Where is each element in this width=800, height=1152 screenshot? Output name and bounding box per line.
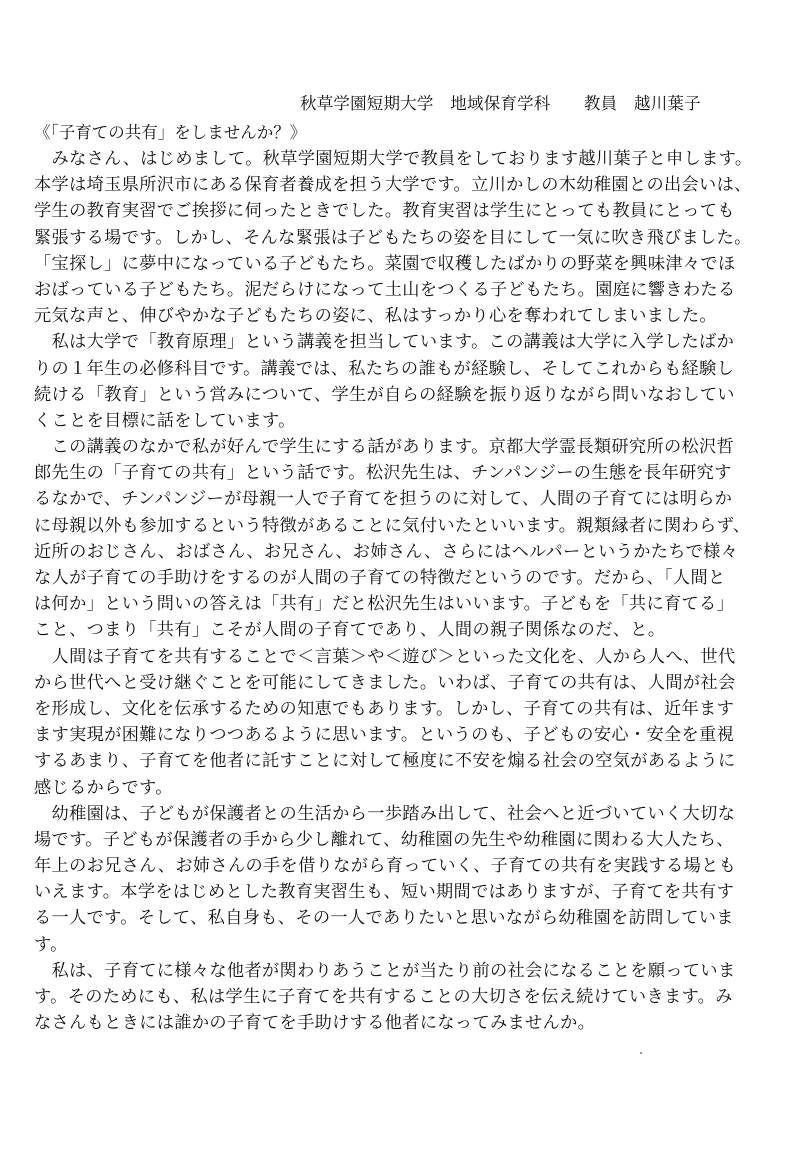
body-line: こと、つまり「共有」こそが人間の子育てであり、人間の親子関係なのだ、と。 [34,620,666,641]
body-line: この講義のなかで私が好んで学生にする話があります。京都大学霊長類研究所の松沢哲 [34,437,735,458]
body-line: を形成し、文化を伝承するための知恵でもあります。しかし、子育ての共有は、近年ます [34,698,735,719]
body-line: りの１年生の必修科目です。講義では、私たちの誰もが経験し、そしてこれからも経験し [34,358,735,379]
body-line: 本学は埼玉県所沢市にある保育者養成を担う大学です。立川かしの木幼稚園との出会いは、 [34,175,752,196]
body-line: 幼稚園は、子どもが保護者との生活から一歩踏み出して、社会へと近づいていく大切な [34,803,736,824]
body-line: 私は、子育てに様々な他者が関わりあうことが当たり前の社会になることを願っていま [34,960,736,981]
body-line: 元気な声と、伸びやかな子どもたちの姿に、私はすっかり心を奪われてしまいました。 [34,306,717,327]
author-line: 秋草学園短期大学 地域保育学科 教員 越川葉子 [300,94,701,113]
body-line: 感じるからです。 [34,777,173,798]
body-line: す。 [34,934,68,955]
article-body [34,146,762,1036]
body-line: 「宝探し」に夢中になっている子どもたち。菜園で収穫したばかりの野菜を興味津々でほ [34,253,736,274]
scan-speck [640,1052,642,1054]
body-line: おばっている子どもたち。泥だらけになって土山をつくる子どもたち。園庭に響きわたる [34,279,736,300]
body-line: に母親以外も参加するという特徴があることに気付いたといいます。親類縁者に関わらず、 [34,515,751,536]
body-line: 学生の教育実習でご挨拶に伺ったときでした。教育実習は学生にとっても教員にとっても [34,201,735,222]
body-line: るなかで、チンパンジーが母親一人で子育てを担うのに対して、人間の子育てには明らか [34,489,733,510]
body-line: みなさん、はじめまして。秋草学園短期大学で教員をしております越川葉子と申します。 [34,149,753,169]
body-line: 年上のお兄さん、お姉さんの手を借りながら育っていく、子育ての共有を実践する場とも [34,856,737,877]
body-line: な人が子育ての手助けをするのが人間の子育ての特徴だというのです。だから、「人間と [34,568,726,588]
body-line: ます実現が困難になりつつあるように思います。というのも、子どもの安心・安全を重視 [34,725,735,746]
body-line: 緊張する場です。しかし、そんな緊張は子どもたちの姿を目にして一気に吹き飛びました。 [34,227,752,248]
body-line: 郎先生の「子育ての共有」という話です。松沢先生は、チンパンジーの生態を長年研究す [34,463,732,484]
body-line: くことを目標に話をしています。 [34,410,296,431]
article-title: 《「子育ての共有」をしませんか？》 [34,123,307,142]
body-line: なさんもときには誰かの子育てを手助けする他者になってみませんか。 [34,1013,596,1034]
body-line: いえます。本学をはじめとした教育実習生も、短い期間ではありますが、子育てを共有す [34,882,735,903]
body-line: 人間は子育てを共有することで＜言葉＞や＜遊び＞といった文化を、人から人へ、世代 [34,646,736,667]
body-line: 続ける「教育」という営みについて、学生が自らの経験を振り返りながら問いなおしてい [34,384,735,405]
body-line: は何か」という問いの答えは「共有」だと松沢先生はいいます。子どもを「共に育てる」 [34,594,735,615]
body-line: 近所のおじさん、おばさん、お兄さん、お姉さん、さらにはヘルパーというかたちで様々 [34,541,739,562]
body-line: するあまり、子育てを他者に託すことに対して極度に不安を煽る社会の空気があるように [34,751,736,772]
body-line: 私は大学で「教育原理」という講義を担当しています。この講義は大学に入学したばか [34,332,735,353]
body-line: 場です。子どもが保護者の手から少し離れて、幼稚園の先生や幼稚園に関わる大人たち、 [34,829,734,850]
body-line: す。そのためにも、私は学生に子育てを共有することの大切さを伝え続けていきます。み [34,987,733,1007]
body-line: から世代へと受け継ぐことを可能にしてきました。いわば、子育ての共有は、人間が社会 [34,672,736,693]
body-line: る一人です。そして、私自身も、その一人でありたいと思いながら幼稚園を訪問していま [34,908,734,929]
